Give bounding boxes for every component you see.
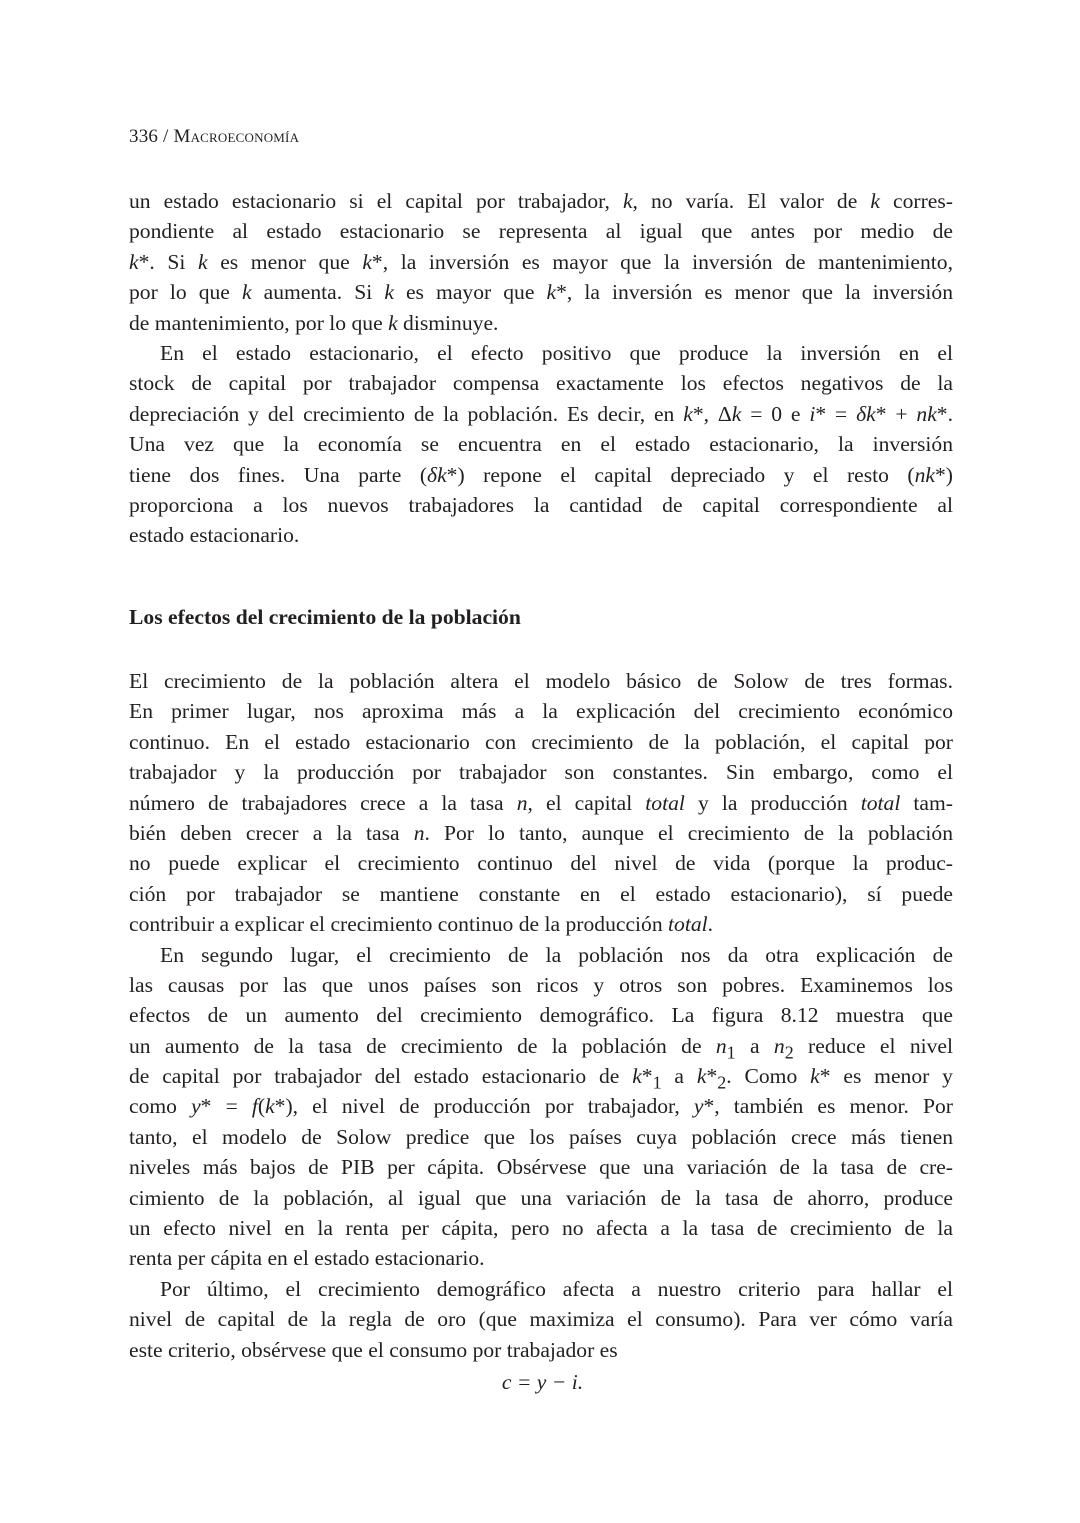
- text-line: contribuir a explicar el crecimiento continuo de la producción total.: [129, 912, 714, 937]
- running-head: [129, 126, 299, 148]
- text-line: nivel de capital de la regla de oro (que maximiza el consumo). Para ver cómo varía: [129, 1307, 953, 1332]
- equation-consumption: c = y − i.: [501, 1370, 584, 1394]
- page-number: 336: [129, 126, 159, 147]
- text-line: tiene dos fines. Una parte (δk*) repone el capital depreciado y el resto (nk*): [129, 462, 953, 487]
- text-line: estado estacionario.: [129, 523, 300, 548]
- text-line: En segundo lugar, el crecimiento de la población nos da otra explicación de: [160, 942, 953, 967]
- text-line: Por último, el crecimiento demográfico afecta a nuestro criterio para hallar el: [160, 1276, 953, 1301]
- text-line: En el estado estacionario, el efecto positivo que produce la inversión en el: [160, 340, 953, 365]
- text-line: Una vez que la economía se encuentra en el estado estacionario, la inversión: [129, 432, 953, 457]
- text-line: un aumento de la tasa de crecimiento de la población de $n_1$ a $n_2$ reduce el nivel: [129, 1033, 953, 1062]
- text-line: El crecimiento de la población altera el modelo básico de Solow de tres formas.: [129, 669, 953, 693]
- book-title: Macroeconomía: [173, 126, 300, 147]
- text-line: trabajador y la producción por trabajador son constantes. Sin embargo, como el: [129, 760, 953, 785]
- text-line: un efecto nivel en la renta per cápita, pero no afecta a la tasa de crecimiento de la: [129, 1216, 953, 1241]
- section1-text: [129, 186, 953, 551]
- text-line: efectos de un aumento del crecimiento demográfico. La figura 8.12 muestra que: [129, 1003, 953, 1028]
- text-line: número de trabajadores crece a la tasa n, el capital total y la producción total tam-: [129, 790, 953, 815]
- text-line: este criterio, obsérvese que el consumo por trabajador es: [129, 1337, 618, 1362]
- text-line: las causas por las que unos países son ricos y otros son pobres. Examinemos los: [129, 972, 953, 997]
- text-line: renta per cápita en el estado estacionario.: [129, 1246, 485, 1271]
- section2-text: [129, 666, 953, 1365]
- section-heading: Los efectos del crecimiento de la población: [129, 605, 521, 629]
- text-line: como y* = f(k*), el nivel de producción por trabajador, y*, también es menor. Por: [129, 1094, 953, 1119]
- text-line: stock de capital por trabajador compensa exactamente los efectos negativos de la: [129, 371, 953, 396]
- text-line: por lo que k aumenta. Si k es mayor que k*, la inversión es menor que la inversión: [129, 280, 953, 305]
- text-line: k*. Si k es menor que k*, la inversión es mayor que la inversión de mantenimiento,: [129, 249, 953, 274]
- text-line: no puede explicar el crecimiento continuo del nivel de vida (porque la produc-: [129, 851, 953, 876]
- text-line: continuo. En el estado estacionario con crecimiento de la población, el capital por: [129, 729, 953, 754]
- text-line: pondiente al estado estacionario se representa al igual que antes por medio de: [129, 219, 953, 244]
- text-line: de capital por trabajador del estado estacionario de $k*_1$ a $k*_2$. Como k* es menor y: [129, 1064, 953, 1093]
- text-line: niveles más bajos de PIB per cápita. Obsérvese que una variación de la tasa de cre-: [129, 1155, 953, 1180]
- text-line: bién deben crecer a la tasa n. Por lo tanto, aunque el crecimiento de la población: [129, 820, 953, 845]
- text-line: un estado estacionario si el capital por trabajador, k, no varía. El valor de k corres-: [129, 189, 953, 213]
- text-line: tanto, el modelo de Solow predice que los países cuya población crece más tienen: [129, 1124, 953, 1149]
- text-line: de mantenimiento, por lo que k disminuye.: [129, 310, 499, 335]
- text-line: En primer lugar, nos aproxima más a la explicación del crecimiento económico: [129, 699, 953, 724]
- text-line: cimiento de la población, al igual que una variación de la tasa de ahorro, produce: [129, 1185, 953, 1210]
- text-line: ción por trabajador se mantiene constante en el estado estacionario), sí puede: [129, 881, 953, 906]
- text-line: proporciona a los nuevos trabajadores la cantidad de capital correspondiente al: [129, 492, 953, 517]
- text-line: depreciación y del crecimiento de la población. Es decir, en k*, Δk = 0 e i* = δk* + nk*.: [129, 401, 953, 426]
- separator: /: [158, 126, 174, 147]
